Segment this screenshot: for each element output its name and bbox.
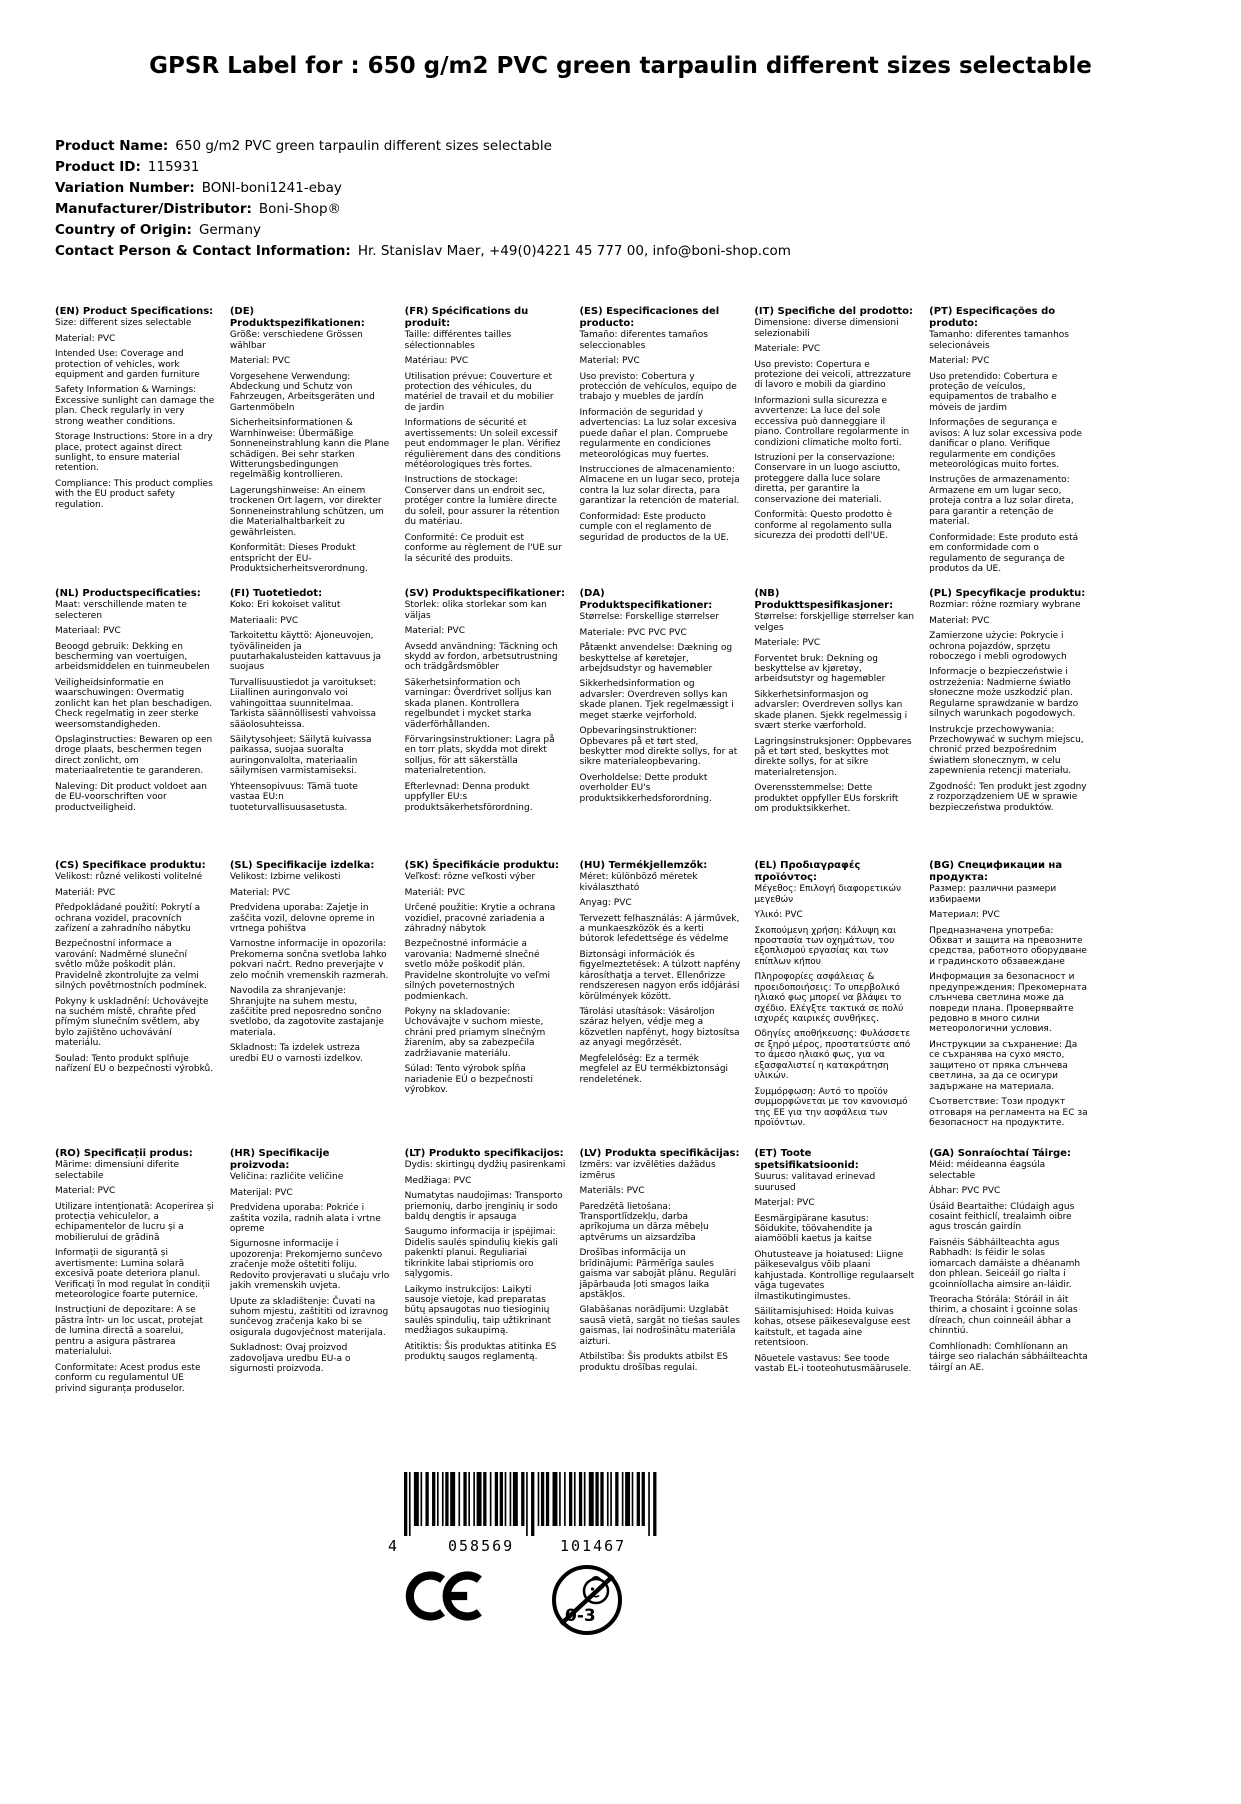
spec-paragraph: Opslaginstructies: Bewaren op een droge plaats, beschermen tegen direct zonlicht, om materiaalretentie te garanderen. [55, 735, 213, 777]
spec-block-body [55, 872, 216, 1074]
product-info-value: Hr. Stanislav Maer, +49(0)4221 45 777 00, info@boni-shop.com [357, 243, 791, 260]
spec-block [55, 306, 216, 588]
product-info-label: Product ID: [55, 159, 141, 176]
spec-paragraph: Conformidad: Este producto cumple con el reglamento de seguridad de productos de la UE. [579, 511, 730, 543]
spec-block-body [405, 600, 566, 813]
spec-paragraph: Pokyny na skladovanie: Uchovávajte v suchom mieste, chráni pred priamym slnečným žiarením, aby sa zabezpečila zadržiavanie materiálu. [404, 1007, 546, 1059]
spec-paragraph: Rozmiar: różne rozmiary wybrane [929, 600, 1081, 611]
spec-paragraph: Zgodność: Ten produkt jest zgodny z rozporządzeniem UE w sprawie bezpieczeństwa produktów. [929, 781, 1087, 813]
gpsr-label-page [0, 50, 1241, 1804]
spec-paragraph: Intended Use: Coverage and protection of vehicles, work equipment and garden furniture [55, 349, 200, 380]
spec-paragraph: Σκοπούμενη χρήση: Κάλυψη και προστασία των οχημάτων, του εξοπλισμού εργασίας και των επίπλων κήπου [754, 925, 897, 967]
spec-paragraph: Izmērs: var izvēlēties dažādus izmērus [579, 1160, 716, 1181]
spec-paragraph: Veličina: različite veličine [229, 1172, 344, 1183]
spec-block-body [55, 318, 216, 510]
spec-paragraph: Conformité: Ce produit est conforme au règlement de l'UE sur la sécurité des produits. [404, 532, 562, 564]
spec-paragraph: Drošības informācija un brīdinājumi: Pārmērīga saules gaisma var sabojāt plānu. Regulāri jāpārbauda ļoti smagos laika apstākļos. [579, 1248, 737, 1300]
spec-paragraph: Megfelelőség: Ez a termék megfelel az EU termékbiztonsági rendeletének. [579, 1053, 729, 1085]
spec-block [405, 860, 566, 1148]
spec-block-header: (DA) Produktspecifikationer: [579, 588, 713, 612]
spec-paragraph: Méid: méideanna éagsúla selectable [929, 1160, 1046, 1181]
spec-paragraph: Konformität: Dieses Produkt entspricht der EU-Produktsicherheitsverordnung. [229, 543, 368, 574]
spec-paragraph: Instructions de stockage: Conserver dans un endroit sec, protéger contre la lumière directe du soleil, pour assurer la rétention du matériau. [404, 475, 560, 528]
spec-paragraph: Compliance: This product complies with the EU product safety regulation. [55, 478, 213, 510]
product-info-label: Variation Number: [55, 180, 195, 197]
spec-block-body [754, 884, 915, 1128]
spec-paragraph: Förvaringsinstruktioner: Lagra på en torr plats, skydda mot direkt solljus, för att säkerställa materialretention. [404, 735, 555, 777]
product-info-row [55, 136, 1241, 157]
spec-paragraph: Инструкции за съхранение: Да се съхранява на сухо място, защитено от пряка слънчева светлина, за да се осигури задържане на материала. [929, 1039, 1078, 1092]
spec-paragraph: Sigurnosne informacije i upozorenja: Prekomjerno sunčevo zračenje može oštetiti foliju. Redovito provjeravati u slučaju vrlo jakih vremenskih uvjeta. [229, 1239, 390, 1292]
spec-paragraph: Materiale: PVC [754, 344, 821, 355]
spec-paragraph: Materiaal: PVC [55, 626, 121, 637]
spec-paragraph: Veiligheidsinformatie en waarschuwingen: Overmatig zonlicht kan het plan beschadigen. Check regelmatig in zeer sterke weersomstandigheden. [55, 677, 213, 730]
spec-block-header: (ET) Toote spetsifikatsioonid: [754, 1148, 859, 1172]
spec-paragraph: Velikost: Izbirne velikosti [229, 872, 341, 883]
spec-paragraph: Ábhar: PVC PVC [929, 1186, 1001, 1197]
spec-block-body [754, 1172, 915, 1374]
spec-paragraph: Materiál: PVC [55, 887, 116, 898]
spec-paragraph: Размер: различни размери избираеми [929, 884, 1057, 905]
product-info-value: Boni-Shop® [258, 201, 342, 218]
spec-paragraph: Saugumo informacija ir įspėjimai: Didelis saulės spindulių kiekis gali pakenkti planui. Reguliariai tikrinkite labai stipriomis oro sąlygomis. [404, 1227, 558, 1280]
age-warning-0-3-icon [548, 1555, 626, 1663]
spec-paragraph: Conformitate: Acest produs este conform cu regulamentul UE privind siguranța produselor. [55, 1362, 201, 1394]
spec-block-header: (HR) Specifikacije proizvoda: [229, 1148, 330, 1172]
spec-block-body [230, 600, 391, 813]
spec-paragraph: Påtænkt anvendelse: Dækning og beskyttelse af køretøjer, arbejdsudstyr og havemøbler [579, 643, 733, 674]
spec-paragraph: Tarkoitettu käyttö: Ajoneuvojen, työvälineiden ja puutarhakalusteiden kattavuus ja suojaus [229, 631, 382, 673]
spec-block-body [405, 330, 566, 564]
spec-block-header: (RO) Specificații produs: [55, 1148, 193, 1160]
spec-paragraph: Glabāšanas norādījumi: Uzglabāt sausā vietā, sargāt no tiešas saules gaismas, lai nodrošinātu materiāla aizturi. [579, 1305, 740, 1347]
spec-paragraph: Material: PVC [229, 356, 291, 367]
spec-paragraph: Soulad: Tento produkt splňuje nařízení EU o bezpečnosti výrobků. [55, 1053, 214, 1075]
product-info-row [55, 178, 1241, 199]
spec-paragraph: Opbevaringsinstruktioner: Opbevares på et tørt sted, beskytter mod direkte sollys, for at sikre materialeopbevaring. [579, 726, 738, 768]
spec-block-header: (EL) Προδιαγραφές προϊόντος: [754, 860, 861, 884]
spec-paragraph: Efterlevnad: Denna produkt uppfyller EU:s produktsäkerhetsförordning. [404, 781, 533, 813]
spec-block-header: (IT) Specifiche del prodotto: [754, 306, 913, 318]
spec-block [929, 588, 1090, 860]
spec-paragraph: Predvidena uporaba: Zajetje in zaščita vozil, delovne opreme in vrtnega pohištva [229, 903, 375, 934]
spec-paragraph: Mărime: dimensiuni diferite selectabile [55, 1160, 180, 1181]
spec-paragraph: Faisnéis Sábháilteachta agus Rabhadh: Is féidir le solas iomarcach damáiste a dhéanamh don phlean. Seiceáil go rialta i gcoinníollacha aimsire an-láidir. [929, 1237, 1081, 1290]
spec-block-body [929, 330, 1090, 574]
spec-paragraph: Sicherheitsinformationen & Warnhinweise: Übermäßige Sonneneinstrahlung kann die Plane schädigen. Bei sehr starken Witterungsbedingungen regelmäßig kontrollieren. [229, 418, 390, 481]
product-info-label: Country of Origin: [55, 222, 192, 239]
spec-paragraph: Utilizare intenționată: Acoperirea și protecția vehiculelor, a echipamentelor de lucru și a mobilierului de grădină [55, 1201, 214, 1243]
spec-paragraph: Информация за безопасност и предупреждения: Прекомерната слънчева светлина може да повреди плана. Проверявайте редовно в много силни метеорологични условия. [929, 972, 1088, 1035]
product-info [55, 136, 1241, 262]
spec-block-body [55, 1160, 216, 1394]
spec-paragraph: Material: PVC [55, 1186, 116, 1197]
spec-paragraph: Overensstemmelse: Dette produktet oppfyller EUs forskrift om produktsikkerhet. [754, 783, 899, 815]
spec-paragraph: Velikost: různé velikosti volitelné [55, 872, 203, 883]
barcode-group1-digits: 058569 [448, 1537, 515, 1555]
product-info-label: Product Name: [55, 138, 169, 155]
spec-block-header: (GA) Sonraíochtaí Táirge: [929, 1148, 1071, 1160]
spec-block-body [230, 330, 391, 574]
spec-paragraph: Veľkosť: rôzne veľkosti výber [404, 872, 536, 883]
spec-paragraph: Uso pretendido: Cobertura e proteção de veículos, equipamentos de trabalho e móveis de jardim [929, 371, 1058, 413]
spec-paragraph: Uso previsto: Cobertura y protección de vehículos, equipo de trabajo y muebles de jardín [579, 371, 737, 403]
spec-paragraph: Größe: verschiedene Grössen wählbar [229, 330, 363, 351]
spec-paragraph: Conformidade: Este produto está em conformidade com o regulamento de segurança de produtos da UE. [929, 532, 1079, 574]
spec-block [405, 306, 566, 588]
spec-block-body [579, 1160, 740, 1373]
spec-paragraph: Instrucțiuni de depozitare: A se păstra într- un loc uscat, protejat de lumina directă a soarelui, pentru a asigura păstrarea materialului. [55, 1305, 204, 1358]
spec-block-body [55, 600, 216, 813]
spec-paragraph: Materiāls: PVC [579, 1186, 645, 1197]
spec-paragraph: Yhteensopivuus: Tämä tuote vastaa EU:n tuoteturvallisuusasetusta. [229, 781, 358, 813]
spec-paragraph: Bezpečnostní informace a varování: Nadměrné sluneční světlo může poškodit plán. Pravidelně zkontrolujte za velmi silných povětrnostních podmínek. [55, 939, 208, 992]
spec-block-body [754, 318, 915, 541]
spec-block [579, 588, 740, 860]
spec-block [754, 860, 915, 1148]
spec-paragraph: Säilytysohjeet: Säilytä kuivassa paikassa, suojaa suoralta auringonvalolta, materiaalin säilymisen varmistamiseksi. [229, 735, 372, 777]
spec-paragraph: Taille: différentes tailles sélectionnables [404, 330, 512, 351]
spec-paragraph: Tervezett felhasználás: A járművek, a munkaeszközök és a kerti bútorok lefedettsége és védelme [579, 913, 740, 945]
spec-paragraph: Suurus: valitavad erinevad suurused [754, 1172, 876, 1193]
spec-paragraph: Medžiaga: PVC [404, 1175, 472, 1186]
spec-paragraph: Sikkerhedsinformation og advarsler: Overdreven sollys kan skade planen. Tjek regelmæssigt i meget stærke vejrforhold. [579, 679, 734, 721]
spec-paragraph: Beoogd gebruik: Dekking en bescherming van voertuigen, arbeidsmiddelen en tuinmeubelen [55, 641, 210, 673]
spec-paragraph: Materiale: PVC [754, 638, 821, 649]
spec-block-header: (CS) Specifikace produktu: [55, 860, 206, 872]
spec-paragraph: Dydis: skirtingų dydžių pasirenkami [404, 1160, 566, 1171]
spec-paragraph: Materiał: PVC [929, 615, 990, 626]
spec-block [55, 860, 216, 1148]
spec-block [405, 588, 566, 860]
page-title: GPSR Label for : 650 g/m2 PVC green tarpaulin different sizes selectable [149, 53, 1092, 79]
spec-paragraph: Storage Instructions: Store in a dry place, protect against direct sunlight, to ensure material retention. [55, 432, 213, 474]
spec-paragraph: Συμμόρφωση: Αυτό το προϊόν συμμορφώνεται με τον κανονισμό της ΕΕ για την ασφάλεια των προϊόντων. [754, 1086, 908, 1128]
spec-paragraph: Material: PVC [404, 626, 465, 637]
spec-paragraph: Πληροφορίες ασφάλειας & προειδοποιήσεις: Το υπερβολικό ηλιακό φως μπορεί να βλάψει το σχέδιο. Ελέγξτε τακτικά σε πολύ ισχυρές καιρικές συνθήκες. [754, 972, 904, 1024]
spec-paragraph: Материал: PVC [929, 910, 1000, 921]
spec-paragraph: Maat: verschillende maten te selecteren [55, 600, 187, 621]
spec-paragraph: Material: PVC [55, 333, 116, 344]
spec-block-header: (LV) Produkta specifikācijas: [579, 1148, 740, 1160]
spec-paragraph: Materiale: PVC PVC PVC [579, 627, 687, 638]
spec-paragraph: Tamanho: diferentes tamanhos selecionáveis [929, 330, 1069, 351]
spec-paragraph: Turvallisuustiedot ja varoitukset: Liiallinen auringonvalo voi vahingoittaa suunnitelmaa. Tarkista säännöllisesti vahvoissa sääolosuhteissa. [229, 677, 377, 730]
spec-block [579, 860, 740, 1148]
spec-block-body [405, 872, 566, 1095]
spec-block-header: (PT) Especificações do produto: [929, 306, 1056, 330]
spec-paragraph: Úsáid Beartaithe: Clúdaigh agus cosaint feithiclí, trealaimh oibre agus troscán gairdín [929, 1201, 1075, 1233]
spec-paragraph: Instrucciones de almacenamiento: Almacene en un lugar seco, proteja contra la luz solar directa, para garantizar la retención de material. [579, 465, 740, 507]
barcode-prefix-digit: 4 [388, 1537, 398, 1555]
spec-paragraph: Istruzioni per la conservazione: Conservare in un luogo asciutto, proteggere dalla luce solare diretta, per garantire la conservazione dei materiali. [754, 453, 901, 505]
spec-block-header: (PL) Specyfikacje produktu: [929, 588, 1086, 600]
product-info-label: Manufacturer/Distributor: [55, 201, 252, 218]
spec-block [55, 1148, 216, 1399]
product-info-row [55, 220, 1241, 241]
spec-paragraph: Utilisation prévue: Couverture et protection des véhicules, du matériel de travail et du mobilier de jardin [404, 371, 554, 413]
spec-paragraph: Μέγεθος: Επιλογή διαφορετικών μεγεθών [754, 884, 902, 905]
spec-paragraph: Nõuetele vastavus: See toode vastab EL-i tooteohutusmäärusele. [754, 1353, 912, 1375]
spec-paragraph: Ohutusteave ja hoiatused: Liigne päikesevalgus võib plaani kahjustada. Kontrollige regulaarselt väga tugevates ilmastikutingimustes. [754, 1249, 915, 1302]
spec-block-body [579, 872, 740, 1085]
spec-paragraph: Storlek: olika storlekar som kan väljas [404, 600, 547, 621]
spec-paragraph: Zamierzone użycie: Pokrycie i ochrona pojazdów, sprzętu roboczego i mebli ogrodowych [929, 631, 1067, 662]
spec-block [579, 1148, 740, 1399]
spec-paragraph: Säkerhetsinformation och varningar: Överdrivet solljus kan skada planen. Kontrollera regelbundet i mycket starka väderförhållanden. [404, 677, 552, 730]
spec-block [929, 860, 1090, 1148]
spec-block-body [230, 1172, 391, 1374]
spec-paragraph: Navodila za shranjevanje: Shranjujte na suhem mestu, zaščitite pred neposredno sončno svetlobo, da zagotovite zastajanje materiala. [229, 986, 384, 1038]
spec-paragraph: Vorgesehene Verwendung: Abdeckung und Schutz von Fahrzeugen, Arbeitsgeräten und Gartenmöbeln [229, 371, 375, 413]
spec-paragraph: Určené použitie: Krytie a ochrana vozidiel, pracovné zariadenia a záhradný nábytok [404, 903, 556, 934]
product-info-label: Contact Person & Contact Information: [55, 243, 351, 260]
spec-block-body [579, 330, 740, 543]
spec-paragraph: Οδηγίες αποθήκευσης: Φυλάσσετε σε ξηρό μέρος, προστατεύστε από το άμεσο ηλιακό φως, για να εξασφαλιστεί η κατακράτηση υλικών. [754, 1029, 911, 1082]
spec-block [929, 306, 1090, 588]
spec-block-header: (SL) Specifikacije izdelka: [229, 860, 375, 872]
spec-block-header: (SK) Špecifikácie produktu: [404, 860, 559, 872]
spec-paragraph: Předpokládané použití: Pokrytí a ochrana vozidel, pracovních zařízení a zahradního nábytku [55, 903, 201, 934]
product-info-row [55, 241, 1241, 262]
product-info-value: Germany [198, 222, 261, 239]
spec-paragraph: Informații de siguranță și avertismente: Lumina solară excesivă poate deteriora planul. Verificați în mod regulat în condiții meteorologice foarte puternice. [55, 1248, 210, 1300]
spec-block [230, 1148, 391, 1399]
spec-paragraph: Koko: Eri kokoiset valitut [229, 600, 341, 611]
spec-paragraph: Naleving: Dit product voldoet aan de EU-voorschriften voor productveiligheid. [55, 781, 207, 813]
spec-paragraph: Matériau: PVC [404, 356, 469, 367]
spec-paragraph: Materijal: PVC [229, 1187, 293, 1198]
spec-block [405, 1148, 566, 1399]
spec-paragraph: Informations de sécurité et avertissements: Un soleil excessif peut endommager le plan. Vérifiez régulièrement dans des conditions météorologiques très fortes. [404, 418, 561, 470]
spec-block-body [405, 1160, 566, 1362]
spec-block-body [579, 612, 740, 804]
spec-block-header: (FR) Spécifications du produit: [404, 306, 529, 330]
spec-paragraph: Sukladnost: Ovaj proizvod zadovoljava uredbu EU-a o sigurnosti proizvoda. [229, 1343, 351, 1375]
spec-block-header: (HU) Termékjellemzők: [579, 860, 708, 872]
spec-paragraph: Predvidena uporaba: Pokriće i zaštita vozila, radnih alata i vrtne opreme [229, 1203, 381, 1234]
spec-paragraph: Størrelse: Forskellige størrelser [579, 612, 719, 623]
spec-paragraph: Eesmärgipärane kasutus: Sõidukite, töövahendite ja aiamööbli kaetus ja kaitse [754, 1213, 873, 1245]
spec-block-header: (DE) Produktspezifikationen: [229, 306, 365, 330]
spec-grid [55, 306, 1090, 1399]
spec-paragraph: Tamaño: diferentes tamaños seleccionables [579, 330, 708, 351]
spec-paragraph: Materjal: PVC [754, 1198, 815, 1209]
spec-paragraph: Pokyny k uskladnění: Uchovávejte na suchém místě, chraňte před přímým slunečním světlem, aby bylo zajištěno uchovávání materiálu. [55, 996, 209, 1049]
spec-block-header: (SV) Produktspecifikationer: [404, 588, 566, 600]
spec-paragraph: Atbilstība: Šis produkts atbilst ES produktu drošības regulai. [579, 1352, 728, 1373]
spec-paragraph: Treoracha Stórála: Stóráil in áit thirim, a chosaint i gcoinne solas díreach, chun coinneáil ábhar a chinntiú. [929, 1295, 1078, 1337]
spec-block [230, 860, 391, 1148]
spec-paragraph: Biztonsági információk és figyelmeztetések: A túlzott napfény károsíthatja a tervet. Ellenőrizze rendszeresen nagyon erős időjárási körülmények között. [579, 949, 741, 1002]
spec-paragraph: Съответствие: Този продукт отговаря на регламента на ЕС за безопасност на продуктите. [929, 1097, 1088, 1128]
spec-block [55, 588, 216, 860]
spec-block [579, 306, 740, 588]
spec-paragraph: Paredzētā lietošana: Transportlīdzekļu, darba aprīkojuma un dārza mēbeļu aptvērums un aizsardzība [579, 1201, 709, 1243]
spec-paragraph: Upute za skladištenje: Čuvati na suhom mjestu, zaštititi od izravnog sunčevog zračenja kako bi se osigurala dugovječnost materijala. [229, 1296, 389, 1338]
spec-paragraph: Størrelse: forskjellige størrelser kan velges [754, 612, 915, 633]
spec-paragraph: Atitiktis: Šis produktas atitinka ES produktų saugos reglamentą. [404, 1341, 557, 1363]
spec-block-body [929, 1160, 1090, 1373]
spec-paragraph: Size: different sizes selectable [55, 318, 192, 329]
spec-paragraph: Tárolási utasítások: Vásároljon száraz helyen, védje meg a közvetlen napfényt, hogy biztosítsa az anyagi megőrzését. [579, 1007, 740, 1049]
spec-block [754, 306, 915, 588]
spec-paragraph: Lagerungshinweise: An einem trockenen Ort lagern, vor direkter Sonneneinstrahlung schützen, um die Materialhaltbarkeit zu gewährleisten. [229, 485, 384, 538]
spec-paragraph: Instruções de armazenamento: Armazene em um lugar seco, proteja contra a luz solar direta, para garantir a retenção de material. [929, 475, 1074, 528]
spec-block [929, 1148, 1090, 1399]
age-warning-label: 0-3 [565, 1606, 596, 1626]
spec-paragraph: Informazioni sulla sicurezza e avvertenze: La luce del sole eccessiva può danneggiare il piano. Controllare regolarmente in condizioni climatiche molto forti. [754, 395, 910, 448]
spec-block [754, 588, 915, 860]
spec-paragraph: Forventet bruk: Dekning og beskyttelse av kjøretøy, arbeidsutstyr og hagemøbler [754, 653, 886, 685]
spec-paragraph: Súlad: Tento výrobok spĺňa nariadenie EÚ o bezpečnosti výrobkov. [404, 1064, 534, 1096]
spec-block-header: (BG) Спецификации на продукта: [929, 860, 1063, 884]
ean-barcode [388, 1472, 678, 1555]
spec-paragraph: Materiál: PVC [404, 887, 465, 898]
barcode-group2-digits: 101467 [560, 1537, 627, 1555]
spec-block-header: (EN) Product Specifications: [55, 306, 214, 318]
spec-paragraph: Informacje o bezpieczeństwie i ostrzeżenia: Nadmierne światło słoneczne może uszkodzić plan. Regularne sprawdzanie w bardzo silnych warunkach pogodowych. [929, 667, 1079, 720]
spec-paragraph: Laikymo instrukcijos: Laikyti sausoje vietoje, kad preparatas būtų apsaugotas nuo tiesioginių saulės spindulių, taip užtikrinant medžiagos sukaupimą. [404, 1284, 552, 1337]
spec-block-header: (FI) Tuotetiedot: [229, 588, 323, 600]
spec-block-header: (ES) Especificaciones del producto: [579, 306, 720, 330]
spec-paragraph: Anyag: PVC [579, 898, 632, 909]
spec-paragraph: Sikkerhetsinformasjon og advarsler: Overdreven sollys kan skade planen. Sjekk regelmessig i svært sterke værforhold. [754, 689, 908, 732]
spec-paragraph: Numatytas naudojimas: Transporto priemonių, darbo įrenginių ir sodo baldų dengtis ir apsauga [404, 1191, 563, 1222]
spec-paragraph: Instrukcje przechowywania: Przechowywać w suchym miejscu, chronić przed bezpośrednim światłem słonecznym, w celu zapewnienia retencji materiału. [929, 724, 1084, 777]
product-info-value: 115931 [147, 159, 200, 176]
spec-paragraph: Lagringsinstruksjoner: Oppbevares på et tørt sted, beskyttes mot direkte sollys, for at sikre materialretensjon. [754, 736, 912, 778]
spec-paragraph: Säilitamisjuhised: Hoida kuivas kohas, otsese päikesevalguse eest kaitstult, et tagada aine retentsioon. [754, 1307, 911, 1349]
product-info-value: BONI-boni1241-ebay [201, 180, 342, 197]
spec-block [754, 1148, 915, 1399]
spec-paragraph: Uso previsto: Copertura e protezione dei veicoli, attrezzature di lavoro e mobili da giardino [754, 359, 911, 391]
spec-paragraph: Material: PVC [929, 356, 990, 367]
product-info-value: 650 g/m2 PVC green tarpaulin different sizes selectable [175, 138, 552, 155]
spec-paragraph: Material: PVC [229, 887, 291, 898]
spec-paragraph: Bezpečnostné informácie a varovania: Nadmerné slnečné svetlo môže poškodiť plán. Pravidelne skontrolujte vo veľmi silných poveternostných podmienkach. [404, 939, 550, 1002]
spec-paragraph: Información de seguridad y advertencias: La luz solar excesiva puede dañar el plan. Compruebe regularmente en condiciones meteorológicas muy fuertes. [579, 407, 737, 460]
spec-block-header: (LT) Produkto specifikacijos: [404, 1148, 564, 1160]
spec-paragraph: Dimensione: diverse dimensioni selezionabili [754, 318, 899, 339]
spec-paragraph: Comhlíonadh: Comhlíonann an táirge seo rialachán sábháilteachta táirgí an AE. [929, 1341, 1088, 1373]
spec-block-header: (NL) Productspecificaties: [55, 588, 201, 600]
spec-block-body [230, 872, 391, 1064]
spec-paragraph: Avsedd användning: Täckning och skydd av fordon, arbetsutrustning och trädgårdsmöbler [404, 641, 558, 673]
spec-block [230, 588, 391, 860]
spec-block-header: (NB) Produkttspesifikasjoner: [754, 588, 894, 612]
spec-paragraph: Safety Information & Warnings: Excessive sunlight can damage the plan. Check regularly in very strong weather conditions. [55, 385, 215, 427]
spec-paragraph: Υλικό: PVC [754, 910, 803, 921]
spec-paragraph: Méret: különböző méretek kiválasztható [579, 872, 698, 893]
ce-mark-icon [403, 1562, 489, 1634]
spec-paragraph: Material: PVC [579, 356, 640, 367]
product-info-row [55, 157, 1241, 178]
spec-paragraph: Skladnost: Ta izdelek ustreza uredbi EU o varnosti izdelkov. [229, 1043, 363, 1064]
spec-block-body [929, 884, 1090, 1128]
barcode-bars [388, 1472, 678, 1538]
spec-paragraph: Varnostne informacije in opozorila: Prekomerna sončna svetloba lahko pokvari načrt. Redno preverjajte v zelo močnih vremenskih razmerah. [229, 939, 389, 981]
spec-block-body [929, 600, 1090, 813]
spec-block [230, 306, 391, 588]
spec-paragraph: Overholdelse: Dette produkt overholder EU's produktsikkerhedsforordning. [579, 772, 712, 804]
spec-block-body [754, 612, 915, 814]
spec-paragraph: Materiaali: PVC [229, 615, 299, 626]
spec-paragraph: Предназначена употреба: Обхват и защита на превозните средства, работното оборудване и градинското обзавеждане [929, 925, 1087, 967]
spec-paragraph: Informações de segurança e avisos: A luz solar excessiva pode danificar o plano. Verifique regularmente em condições meteorológicas muito fortes. [929, 418, 1082, 470]
spec-paragraph: Conformità: Questo prodotto è conforme al regolamento sulla sicurezza dei prodotti dell'UE. [754, 510, 893, 542]
product-info-row [55, 199, 1241, 220]
